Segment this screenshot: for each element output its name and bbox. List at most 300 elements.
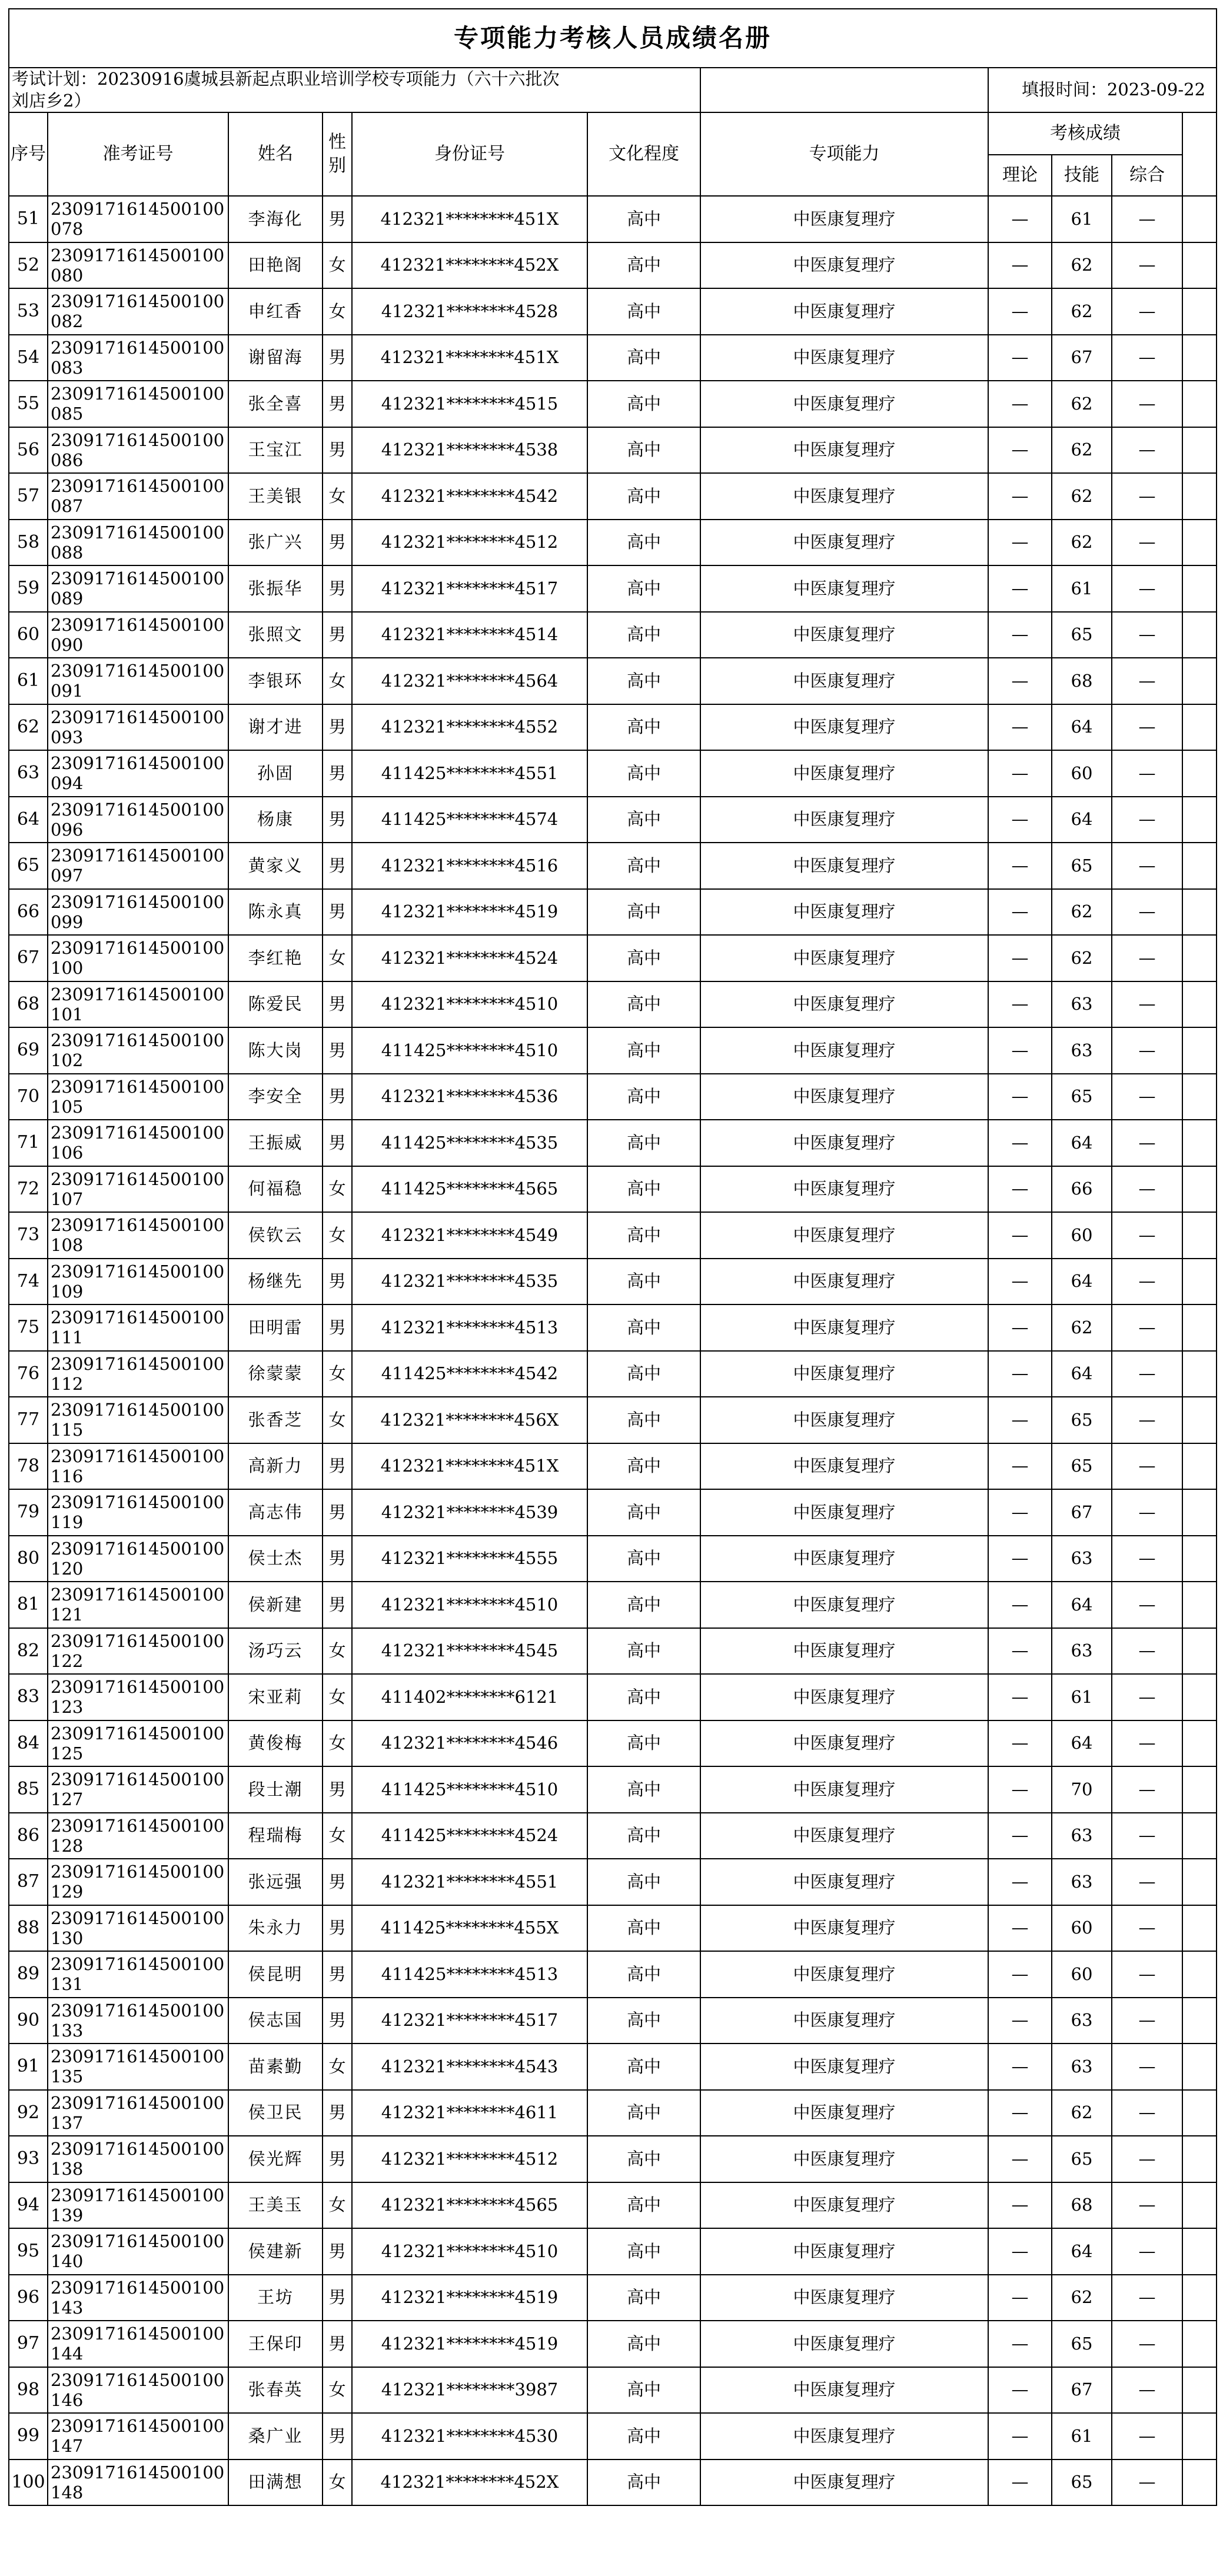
gender-cell: 女: [323, 242, 352, 289]
id-cell: 412321********4510: [352, 981, 587, 1028]
id-cell: 412321********4524: [352, 935, 587, 981]
id-cell: 412321********451X: [352, 196, 587, 242]
skill-cell: 中医康复理疗: [700, 473, 988, 520]
education-cell: 高中: [587, 2182, 700, 2229]
overall-score-cell: —: [1112, 2090, 1182, 2136]
education-cell: 高中: [587, 2275, 700, 2321]
theory-score-cell: —: [988, 335, 1052, 381]
ticket-cell: 2309171614500100107: [48, 1166, 228, 1213]
seq-cell: 70: [9, 1074, 48, 1120]
name-cell: 程瑞梅: [228, 1813, 323, 1859]
table-row: [9, 242, 1217, 289]
ticket-cell: 2309171614500100111: [48, 1304, 228, 1351]
education-cell: 高中: [587, 797, 700, 843]
practical-score-cell: 63: [1052, 2044, 1112, 2090]
skill-cell: 中医康复理疗: [700, 2228, 988, 2275]
blank-cell: [1182, 1628, 1217, 1675]
blank-cell: [1182, 381, 1217, 427]
blank-cell: [1182, 2321, 1217, 2367]
blank-cell: [1182, 1536, 1217, 1582]
table-row: [9, 335, 1217, 381]
ticket-cell: 2309171614500100131: [48, 1951, 228, 1998]
overall-score-cell: —: [1112, 473, 1182, 520]
seq-cell: 77: [9, 1397, 48, 1443]
blank-cell: [1182, 1259, 1217, 1305]
table-row: [9, 981, 1217, 1028]
skill-cell: 中医康复理疗: [700, 843, 988, 889]
table-row: [9, 1304, 1217, 1351]
seq-cell: 81: [9, 1582, 48, 1628]
overall-score-cell: —: [1112, 750, 1182, 797]
theory-score-cell: —: [988, 427, 1052, 474]
ticket-cell: 2309171614500100137: [48, 2090, 228, 2136]
theory-score-cell: —: [988, 1720, 1052, 1767]
overall-score-cell: —: [1112, 427, 1182, 474]
seq-cell: 89: [9, 1951, 48, 1998]
skill-cell: 中医康复理疗: [700, 1720, 988, 1767]
id-cell: 412321********4549: [352, 1212, 587, 1259]
blank-cell: [1182, 288, 1217, 335]
gender-cell: 男: [323, 1582, 352, 1628]
table-row: [9, 935, 1217, 981]
blank-cell: [1182, 565, 1217, 612]
theory-score-cell: —: [988, 1998, 1052, 2044]
education-cell: 高中: [587, 1998, 700, 2044]
overall-score-cell: —: [1112, 658, 1182, 704]
skill-cell: 中医康复理疗: [700, 2413, 988, 2459]
ticket-cell: 2309171614500100146: [48, 2367, 228, 2414]
practical-score-cell: 62: [1052, 242, 1112, 289]
ticket-cell: 2309171614500100147: [48, 2413, 228, 2459]
overall-score-cell: —: [1112, 935, 1182, 981]
blank-cell: [1182, 1397, 1217, 1443]
name-cell: 何福稳: [228, 1166, 323, 1213]
education-cell: 高中: [587, 1027, 700, 1074]
education-cell: 高中: [587, 2367, 700, 2414]
gender-cell: 男: [323, 1027, 352, 1074]
practical-score-cell: 63: [1052, 1813, 1112, 1859]
blank-cell: [1182, 196, 1217, 242]
ticket-cell: 2309171614500100123: [48, 1674, 228, 1720]
gender-cell: 男: [323, 1120, 352, 1166]
ticket-cell: 2309171614500100102: [48, 1027, 228, 1074]
theory-score-cell: —: [988, 1397, 1052, 1443]
ticket-cell: 2309171614500100108: [48, 1212, 228, 1259]
education-cell: 高中: [587, 1766, 700, 1813]
table-row: [9, 2321, 1217, 2367]
name-cell: 苗素勤: [228, 2044, 323, 2090]
education-cell: 高中: [587, 335, 700, 381]
id-cell: 412321********4515: [352, 381, 587, 427]
name-cell: 田艳阁: [228, 242, 323, 289]
gender-cell: 女: [323, 1628, 352, 1675]
gender-cell: 男: [323, 1489, 352, 1536]
blank-cell: [1182, 2044, 1217, 2090]
ticket-cell: 2309171614500100121: [48, 1582, 228, 1628]
theory-score-cell: —: [988, 658, 1052, 704]
id-cell: 411425********455X: [352, 1905, 587, 1952]
theory-score-cell: —: [988, 1120, 1052, 1166]
table-row: [9, 2044, 1217, 2090]
skill-cell: 中医康复理疗: [700, 2321, 988, 2367]
gender-cell: 男: [323, 427, 352, 474]
ticket-cell: 2309171614500100090: [48, 612, 228, 658]
seq-cell: 63: [9, 750, 48, 797]
id-cell: 411402********6121: [352, 1674, 587, 1720]
practical-score-cell: 60: [1052, 750, 1112, 797]
blank-cell: [1182, 2136, 1217, 2182]
id-cell: 412321********4512: [352, 2136, 587, 2182]
gender-cell: 男: [323, 1074, 352, 1120]
education-cell: 高中: [587, 981, 700, 1028]
practical-score-cell: 62: [1052, 473, 1112, 520]
skill-cell: 中医康复理疗: [700, 1259, 988, 1305]
education-cell: 高中: [587, 2228, 700, 2275]
name-cell: 侯建新: [228, 2228, 323, 2275]
theory-score-cell: —: [988, 1674, 1052, 1720]
name-cell: 徐蒙蒙: [228, 1351, 323, 1397]
theory-score-cell: —: [988, 473, 1052, 520]
table-row: [9, 1674, 1217, 1720]
overall-score-cell: —: [1112, 2044, 1182, 2090]
gender-cell: 男: [323, 1536, 352, 1582]
blank-cell: [1182, 1120, 1217, 1166]
skill-cell: 中医康复理疗: [700, 981, 988, 1028]
ticket-cell: 2309171614500100097: [48, 843, 228, 889]
name-cell: 李银环: [228, 658, 323, 704]
name-cell: 侯光辉: [228, 2136, 323, 2182]
theory-score-cell: —: [988, 2275, 1052, 2321]
blank-cell: [1182, 1443, 1217, 1490]
ticket-cell: 2309171614500100106: [48, 1120, 228, 1166]
blank-cell: [1182, 1212, 1217, 1259]
theory-score-cell: —: [988, 1166, 1052, 1213]
education-cell: 高中: [587, 1813, 700, 1859]
seq-cell: 82: [9, 1628, 48, 1675]
seq-cell: 76: [9, 1351, 48, 1397]
education-cell: 高中: [587, 1720, 700, 1767]
gender-cell: 男: [323, 981, 352, 1028]
gender-cell: 男: [323, 612, 352, 658]
overall-score-cell: —: [1112, 1905, 1182, 1952]
ticket-cell: 2309171614500100091: [48, 658, 228, 704]
education-cell: 高中: [587, 1074, 700, 1120]
name-cell: 桑广业: [228, 2413, 323, 2459]
ticket-cell: 2309171614500100100: [48, 935, 228, 981]
name-cell: 黄俊梅: [228, 1720, 323, 1767]
overall-score-cell: —: [1112, 2367, 1182, 2414]
gender-cell: 女: [323, 1813, 352, 1859]
seq-cell: 99: [9, 2413, 48, 2459]
practical-score-cell: 64: [1052, 704, 1112, 751]
education-cell: 高中: [587, 1212, 700, 1259]
overall-score-cell: —: [1112, 2321, 1182, 2367]
education-cell: 高中: [587, 1859, 700, 1905]
ticket-cell: 2309171614500100096: [48, 797, 228, 843]
skill-cell: 中医康复理疗: [700, 1443, 988, 1490]
skill-cell: 中医康复理疗: [700, 1351, 988, 1397]
seq-cell: 75: [9, 1304, 48, 1351]
seq-cell: 88: [9, 1905, 48, 1952]
blank-cell: [1182, 473, 1217, 520]
ticket-cell: 2309171614500100078: [48, 196, 228, 242]
gender-cell: 女: [323, 2459, 352, 2506]
seq-cell: 58: [9, 520, 48, 566]
practical-score-cell: 64: [1052, 2228, 1112, 2275]
blank-cell: [1182, 750, 1217, 797]
skill-cell: 中医康复理疗: [700, 427, 988, 474]
name-cell: 申红香: [228, 288, 323, 335]
table-row: [9, 1998, 1217, 2044]
seq-cell: 68: [9, 981, 48, 1028]
skill-cell: 中医康复理疗: [700, 1489, 988, 1536]
education-cell: 高中: [587, 520, 700, 566]
table-row: [9, 1489, 1217, 1536]
practical-score-cell: 68: [1052, 658, 1112, 704]
theory-score-cell: —: [988, 1259, 1052, 1305]
gender-cell: 男: [323, 2090, 352, 2136]
table-row: [9, 1859, 1217, 1905]
seq-cell: 96: [9, 2275, 48, 2321]
blank-cell: [1182, 520, 1217, 566]
id-cell: 412321********4519: [352, 2321, 587, 2367]
education-cell: 高中: [587, 1489, 700, 1536]
education-cell: 高中: [587, 1259, 700, 1305]
header-gender: 性别: [323, 112, 352, 196]
overall-score-cell: —: [1112, 1674, 1182, 1720]
name-cell: 李红艳: [228, 935, 323, 981]
overall-score-cell: —: [1112, 612, 1182, 658]
education-cell: 高中: [587, 288, 700, 335]
blank-cell: [1182, 427, 1217, 474]
skill-cell: 中医康复理疗: [700, 1304, 988, 1351]
skill-cell: 中医康复理疗: [700, 242, 988, 289]
id-cell: 411425********4510: [352, 1027, 587, 1074]
seq-cell: 84: [9, 1720, 48, 1767]
id-cell: 412321********4516: [352, 843, 587, 889]
name-cell: 孙固: [228, 750, 323, 797]
table-row: [9, 1120, 1217, 1166]
practical-score-cell: 63: [1052, 1998, 1112, 2044]
skill-cell: 中医康复理疗: [700, 1766, 988, 1813]
gender-cell: 男: [323, 1951, 352, 1998]
education-cell: 高中: [587, 889, 700, 936]
theory-score-cell: —: [988, 1443, 1052, 1490]
blank-cell: [1182, 335, 1217, 381]
theory-score-cell: —: [988, 797, 1052, 843]
skill-cell: 中医康复理疗: [700, 2136, 988, 2182]
blank-cell: [1182, 935, 1217, 981]
practical-score-cell: 64: [1052, 1582, 1112, 1628]
table-body: [9, 196, 1217, 2505]
id-cell: 412321********451X: [352, 1443, 587, 1490]
name-cell: 张香芝: [228, 1397, 323, 1443]
theory-score-cell: —: [988, 750, 1052, 797]
seq-cell: 90: [9, 1998, 48, 2044]
table-row: [9, 196, 1217, 242]
practical-score-cell: 63: [1052, 981, 1112, 1028]
header-ticket: 准考证号: [48, 112, 228, 196]
name-cell: 王保印: [228, 2321, 323, 2367]
blank-cell: [1182, 1998, 1217, 2044]
blank-cell: [1182, 1766, 1217, 1813]
overall-score-cell: —: [1112, 1951, 1182, 1998]
blank-cell: [1182, 1951, 1217, 1998]
ticket-cell: 2309171614500100139: [48, 2182, 228, 2229]
table-row: [9, 1259, 1217, 1305]
ticket-cell: 2309171614500100086: [48, 427, 228, 474]
overall-score-cell: —: [1112, 1720, 1182, 1767]
skill-cell: 中医康复理疗: [700, 1813, 988, 1859]
ticket-cell: 2309171614500100085: [48, 381, 228, 427]
skill-cell: 中医康复理疗: [700, 520, 988, 566]
seq-cell: 91: [9, 2044, 48, 2090]
ticket-cell: 2309171614500100125: [48, 1720, 228, 1767]
id-cell: 411425********4565: [352, 1166, 587, 1213]
skill-cell: 中医康复理疗: [700, 1397, 988, 1443]
education-cell: 高中: [587, 196, 700, 242]
seq-cell: 92: [9, 2090, 48, 2136]
ticket-cell: 2309171614500100115: [48, 1397, 228, 1443]
blank-cell: [1182, 889, 1217, 936]
name-cell: 张远强: [228, 1859, 323, 1905]
skill-cell: 中医康复理疗: [700, 1166, 988, 1213]
blank-cell: [1182, 2413, 1217, 2459]
seq-cell: 66: [9, 889, 48, 936]
table-row: [9, 797, 1217, 843]
table-row: [9, 1628, 1217, 1675]
education-cell: 高中: [587, 565, 700, 612]
theory-score-cell: —: [988, 1582, 1052, 1628]
name-cell: 侯卫民: [228, 2090, 323, 2136]
blank-cell: [1182, 704, 1217, 751]
theory-score-cell: —: [988, 1905, 1052, 1952]
table-row: [9, 750, 1217, 797]
practical-score-cell: 65: [1052, 1074, 1112, 1120]
page-title: 专项能力考核人员成绩名册: [9, 9, 1217, 68]
overall-score-cell: —: [1112, 1120, 1182, 1166]
overall-score-cell: —: [1112, 1027, 1182, 1074]
name-cell: 段士潮: [228, 1766, 323, 1813]
blank-cell: [1182, 2275, 1217, 2321]
seq-cell: 71: [9, 1120, 48, 1166]
practical-score-cell: 67: [1052, 2367, 1112, 2414]
table-row: [9, 1536, 1217, 1582]
education-cell: 高中: [587, 1443, 700, 1490]
gender-cell: 男: [323, 196, 352, 242]
seq-cell: 80: [9, 1536, 48, 1582]
table-row: [9, 520, 1217, 566]
name-cell: 王坊: [228, 2275, 323, 2321]
ticket-cell: 2309171614500100087: [48, 473, 228, 520]
theory-score-cell: —: [988, 2090, 1052, 2136]
name-cell: 高新力: [228, 1443, 323, 1490]
practical-score-cell: 62: [1052, 2090, 1112, 2136]
table-row: [9, 1443, 1217, 1490]
name-cell: 黄家义: [228, 843, 323, 889]
education-cell: 高中: [587, 1628, 700, 1675]
overall-score-cell: —: [1112, 381, 1182, 427]
header-practical: 技能: [1052, 155, 1112, 196]
education-cell: 高中: [587, 1674, 700, 1720]
skill-cell: 中医康复理疗: [700, 1628, 988, 1675]
id-cell: 412321********4555: [352, 1536, 587, 1582]
skill-cell: 中医康复理疗: [700, 2367, 988, 2414]
id-cell: 412321********4510: [352, 2228, 587, 2275]
seq-cell: 59: [9, 565, 48, 612]
education-cell: 高中: [587, 2413, 700, 2459]
seq-cell: 79: [9, 1489, 48, 1536]
theory-score-cell: —: [988, 288, 1052, 335]
blank-cell: [1182, 797, 1217, 843]
table-row: [9, 2182, 1217, 2229]
seq-cell: 85: [9, 1766, 48, 1813]
theory-score-cell: —: [988, 520, 1052, 566]
theory-score-cell: —: [988, 2044, 1052, 2090]
ticket-cell: 2309171614500100101: [48, 981, 228, 1028]
id-cell: 411425********4551: [352, 750, 587, 797]
education-cell: 高中: [587, 1536, 700, 1582]
seq-cell: 97: [9, 2321, 48, 2367]
practical-score-cell: 61: [1052, 196, 1112, 242]
exam-plan: [9, 68, 700, 112]
practical-score-cell: 65: [1052, 843, 1112, 889]
overall-score-cell: —: [1112, 565, 1182, 612]
practical-score-cell: 67: [1052, 335, 1112, 381]
name-cell: 侯志国: [228, 1998, 323, 2044]
seq-cell: 64: [9, 797, 48, 843]
practical-score-cell: 61: [1052, 2413, 1112, 2459]
seq-cell: 61: [9, 658, 48, 704]
education-cell: 高中: [587, 843, 700, 889]
id-cell: 412321********4517: [352, 565, 587, 612]
ticket-cell: 2309171614500100099: [48, 889, 228, 936]
skill-cell: 中医康复理疗: [700, 1859, 988, 1905]
overall-score-cell: —: [1112, 797, 1182, 843]
education-cell: 高中: [587, 1166, 700, 1213]
id-cell: 412321********452X: [352, 2459, 587, 2506]
theory-score-cell: —: [988, 1536, 1052, 1582]
gender-cell: 女: [323, 1720, 352, 1767]
table-row: [9, 2228, 1217, 2275]
overall-score-cell: —: [1112, 288, 1182, 335]
gender-cell: 男: [323, 2275, 352, 2321]
name-cell: 侯钦云: [228, 1212, 323, 1259]
practical-score-cell: 64: [1052, 1720, 1112, 1767]
name-cell: 李海化: [228, 196, 323, 242]
theory-score-cell: —: [988, 1212, 1052, 1259]
name-cell: 朱永力: [228, 1905, 323, 1952]
ticket-cell: 2309171614500100128: [48, 1813, 228, 1859]
exam-plan-line-2: 刘店乡2）: [12, 91, 91, 111]
table-row: [9, 2367, 1217, 2414]
seq-cell: 86: [9, 1813, 48, 1859]
overall-score-cell: —: [1112, 1259, 1182, 1305]
gender-cell: 男: [323, 843, 352, 889]
ticket-cell: 2309171614500100116: [48, 1443, 228, 1490]
ticket-cell: 2309171614500100119: [48, 1489, 228, 1536]
overall-score-cell: —: [1112, 1304, 1182, 1351]
seq-cell: 60: [9, 612, 48, 658]
blank-cell: [1182, 242, 1217, 289]
practical-score-cell: 60: [1052, 1212, 1112, 1259]
practical-score-cell: 70: [1052, 1766, 1112, 1813]
blank-cell: [1182, 1166, 1217, 1213]
table-row: [9, 2459, 1217, 2506]
blank-cell: [1182, 1351, 1217, 1397]
overall-score-cell: —: [1112, 242, 1182, 289]
id-cell: 412321********3987: [352, 2367, 587, 2414]
